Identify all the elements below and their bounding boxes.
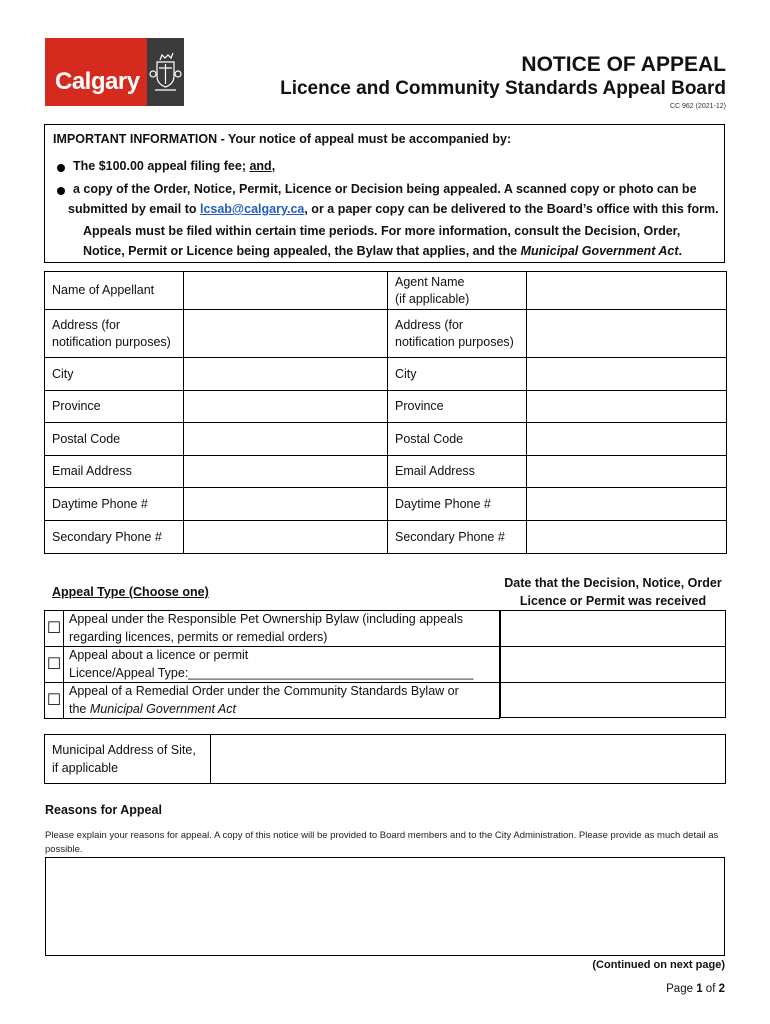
important-info-box <box>44 124 725 263</box>
municipal-address-table <box>44 734 726 784</box>
appellant-address-field[interactable] <box>184 310 388 358</box>
reasons-textarea[interactable] <box>45 857 725 956</box>
pet-bylaw-option: Appeal under the Responsible Pet Ownership Bylaw (including appeals regarding licences, permits or remedial orders) <box>64 611 500 647</box>
copy-requirement-line2: submitted by email to lcsab@calgary.ca, or a paper copy can be delivered to the Board’s office with this form. <box>68 202 719 216</box>
appellant-postal-label: Postal Code <box>45 423 184 456</box>
bullet-icon <box>57 187 65 195</box>
form-title: NOTICE OF APPEAL <box>521 53 726 76</box>
board-name: Licence and Community Standards Appeal Board <box>280 78 726 99</box>
agent-address-field[interactable] <box>527 310 727 358</box>
appellant-secondary-phone-field[interactable] <box>184 521 388 554</box>
form-code: CC 962 (2021-12) <box>669 103 726 110</box>
continued-note: (Continued on next page) <box>592 959 725 971</box>
fee-requirement: The $100.00 appeal filing fee; and, <box>73 159 276 173</box>
copy-requirement-line1: a copy of the Order, Notice, Permit, Licence or Decision being appealed. A scanned copy or photo can be <box>73 182 697 196</box>
appellant-name-field[interactable] <box>184 272 388 310</box>
important-heading: IMPORTANT INFORMATION - Your notice of appeal must be accompanied by: <box>53 132 512 146</box>
filing-note-line2: Notice, Permit or Licence being appealed, the Bylaw that applies, and the Municipal Government Act. <box>83 244 682 258</box>
appellant-day-phone-field[interactable] <box>184 488 388 521</box>
bullet-icon <box>57 164 65 172</box>
agent-city-label: City <box>388 358 527 391</box>
remedial-order-option: Appeal of a Remedial Order under the Community Standards Bylaw or the Municipal Government Act <box>64 683 500 719</box>
board-email-link[interactable]: lcsab@calgary.ca <box>199 202 305 216</box>
appellant-name-label: Name of Appellant <box>45 272 184 310</box>
appellant-email-field[interactable] <box>184 456 388 488</box>
agent-province-field[interactable] <box>527 391 727 423</box>
appellant-email-label: Email Address <box>45 456 184 488</box>
remedial-order-checkbox[interactable]: ☐ <box>45 683 64 719</box>
agent-secondary-phone-label: Secondary Phone # <box>388 521 527 554</box>
contact-grid <box>44 271 727 554</box>
appellant-day-phone-label: Daytime Phone # <box>45 488 184 521</box>
appeal-type-heading: Appeal Type (Choose one) <box>52 585 209 599</box>
licence-permit-checkbox[interactable]: ☐ <box>45 647 64 683</box>
appellant-province-field[interactable] <box>184 391 388 423</box>
appeal-type-table <box>44 610 500 719</box>
city-crest-icon <box>147 38 184 106</box>
appellant-city-label: City <box>45 358 184 391</box>
filing-note-line1: Appeals must be filed within certain time periods. For more information, consult the Decision, Order, <box>83 224 681 238</box>
calgary-logo <box>45 38 147 106</box>
date-received-field[interactable] <box>500 610 726 718</box>
municipal-address-field[interactable] <box>211 735 726 784</box>
agent-city-field[interactable] <box>527 358 727 391</box>
pet-bylaw-checkbox[interactable]: ☐ <box>45 611 64 647</box>
appellant-secondary-phone-label: Secondary Phone # <box>45 521 184 554</box>
agent-email-field[interactable] <box>527 456 727 488</box>
logo-text: Calgary <box>55 68 140 95</box>
agent-name-label: Agent Name (if applicable) <box>388 272 527 310</box>
date-received-heading: Date that the Decision, Notice, Order Licence or Permit was received <box>504 576 722 608</box>
agent-postal-label: Postal Code <box>388 423 527 456</box>
licence-permit-option: Appeal about a licence or permit Licence/Appeal Type:_________________________________________ <box>64 647 500 683</box>
page-number: Page 1 of 2 <box>666 983 725 995</box>
appellant-province-label: Province <box>45 391 184 423</box>
agent-province-label: Province <box>388 391 527 423</box>
reasons-description: Please explain your reasons for appeal. A copy of this notice will be provided to Board members and to the City Administration. Please provide as much detail as possible. <box>45 830 719 855</box>
agent-day-phone-label: Daytime Phone # <box>388 488 527 521</box>
appellant-city-field[interactable] <box>184 358 388 391</box>
appellant-address-label: Address (for notification purposes) <box>45 310 184 358</box>
agent-email-label: Email Address <box>388 456 527 488</box>
reasons-heading: Reasons for Appeal <box>45 803 162 817</box>
agent-name-field[interactable] <box>527 272 727 310</box>
agent-address-label: Address (for notification purposes) <box>388 310 527 358</box>
municipal-address-label: Municipal Address of Site, if applicable <box>45 735 211 784</box>
agent-secondary-phone-field[interactable] <box>527 521 727 554</box>
agent-day-phone-field[interactable] <box>527 488 727 521</box>
agent-postal-field[interactable] <box>527 423 727 456</box>
appellant-postal-field[interactable] <box>184 423 388 456</box>
